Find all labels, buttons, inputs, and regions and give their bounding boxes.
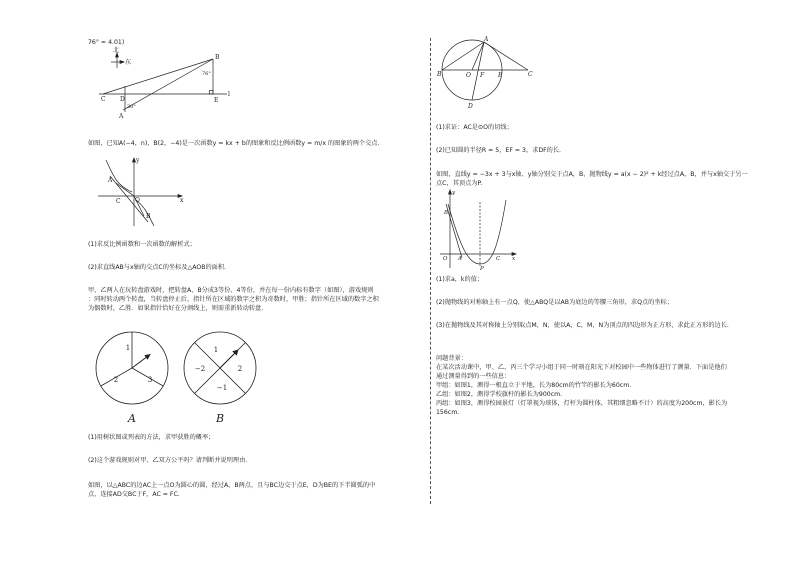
spinner-a-sector-1: 1 <box>125 344 131 352</box>
q5-line6: 156cm. <box>436 409 460 416</box>
q3-line2: 点，连接AD交BC于F，AC = FC. <box>88 491 180 498</box>
fig4-label-x: x <box>512 256 516 262</box>
fig1-point-b: B <box>215 54 220 61</box>
q5-line1: 在某次活动课中，甲、乙、丙三个学习小组于同一时刻在阳光下对校园中一些物体进行了测量．下面是他们 <box>436 364 727 371</box>
fig3-label-a: A <box>484 36 489 43</box>
q1-part1: (1)求反比例函数和一次函数的解析式； <box>88 241 196 248</box>
q4-line2: 点C，其顶点为P. <box>436 180 483 187</box>
q1-part2: (2)求直线AB与x轴的交点C的坐标及△AOB的面积. <box>88 264 227 271</box>
fig1-bearing-diagram <box>95 46 235 122</box>
fig1-angle-30: 30° <box>127 104 136 110</box>
q3-line1: 如图，以△ABC的边AC上一点O为圆心的圆，经过A，B两点，且与BC边交于点E，D为BE的下半圆弧的中 <box>88 482 376 489</box>
spinner-b-caption: B <box>215 412 225 425</box>
spinner-b-sector-top: 1 <box>213 346 219 354</box>
q3-part1: (1)求证：AC是⊙O的切线； <box>436 124 513 131</box>
q5-line4: 乙组：如图2，测得学校旗杆的影长为900cm. <box>436 391 563 398</box>
q5-line2: 通过测量得到的一些信息： <box>436 373 511 380</box>
q2-line3: 为偶数时，乙胜．如果指针恰好在分割线上，则需重新转动转盘. <box>88 305 264 312</box>
q1-intro: 如图，已知A(−4，n)，B(2，−4)是一次函数y = kx + b的图象和反比例函数y = m/x 的图象的两个交点. <box>88 140 380 147</box>
q4-part1: (1)求a，k的值； <box>436 276 484 283</box>
fig4-parabola-graph <box>438 188 520 270</box>
fig4-label-b: B <box>444 210 449 216</box>
fig3-label-e: E <box>498 72 503 79</box>
spinner-a-sector-2: 2 <box>113 376 119 384</box>
q5-line5: 丙组：如图3，测得校园景灯（灯罩视为球体，灯杆为圆柱体，其粗细忽略不计）的高度为200cm，影长为 <box>436 400 728 407</box>
fig2-label-o: O <box>135 197 140 204</box>
spinner-b-sector-bottom: −1 <box>216 384 228 392</box>
q5-title: 问题背景： <box>436 355 467 362</box>
q3-part2: (2)已知圆的半径R = 5，EF = 3，求DF的长. <box>436 147 561 154</box>
spinner-a-caption: A <box>128 412 136 425</box>
fig1-point-c: C <box>101 96 106 103</box>
fig1-note: 76° ≈ 4.01) <box>88 39 125 46</box>
q5-line3: 甲组：如图1，测得一根直立于平地，长为80cm的竹竿的影长为60cm. <box>436 382 632 389</box>
fig2-label-y: y <box>136 157 140 164</box>
fig2-label-c: C <box>116 198 121 205</box>
fig1-point-d: D <box>120 96 125 103</box>
fig4-label-c: C <box>496 256 501 262</box>
fig1-angle-76: 76° <box>202 71 211 77</box>
q2-part1: (1)用树状图或列表的方法，求甲获胜的概率； <box>88 434 215 441</box>
q4-part3: (3)在抛物线及其对称轴上分别取点M，N，使以A，C，M，N为顶点的四边形为正方形，求此正方形的边长. <box>436 322 729 329</box>
fig1-north-label: 北 <box>113 47 120 54</box>
fig1-line-l: l <box>228 91 230 98</box>
q2-line1: 甲、乙两人在玩转盘游戏时，把转盘A、B分成3等份、4等份，并在每一份内标有数字（如图），游戏规则 <box>88 287 374 294</box>
spinner-a <box>94 330 170 428</box>
q2-line2: ：同时转动两个转盘，当转盘停止后，指针所在区域的数字之积为奇数时，甲胜；指针所在区域的数字之积 <box>88 296 379 303</box>
spinner-b <box>182 330 258 428</box>
fig3-label-c: C <box>528 71 533 78</box>
q4-part2: (2)抛物线的对称轴上有一点Q，使△ABQ是以AB为底边的等腰三角形，求Q点的坐标； <box>436 299 673 306</box>
column-divider <box>430 38 431 504</box>
fig2-label-a: A <box>108 177 113 184</box>
fig3-circle-diagram <box>436 38 536 110</box>
fig3-label-d: D <box>468 103 473 110</box>
fig2-label-x: x <box>180 197 184 204</box>
fig4-label-y: y <box>452 190 456 196</box>
q2-part2: (2)这个游戏规则对甲、乙双方公平吗？请判断并说明理由. <box>88 457 248 464</box>
fig4-label-o: O <box>443 256 448 262</box>
fig2-function-graph <box>96 156 186 228</box>
fig1-point-a: A <box>119 113 124 120</box>
q4-line1: 如图，直线y = −3x + 3与x轴、y轴分别交于点A，B，抛物线y = a(x − 2)² + k经过点A，B，并与x轴交于另一 <box>436 171 748 178</box>
fig1-east-label: 东 <box>125 59 132 66</box>
fig1-point-e: E <box>214 97 219 104</box>
fig4-label-a: A <box>458 256 462 262</box>
fig4-label-p: P <box>480 266 484 272</box>
fig3-label-o: O <box>466 72 471 79</box>
spinner-b-sector-right: 2 <box>237 365 243 373</box>
fig3-label-b: B <box>437 71 442 78</box>
spinner-a-sector-3: 3 <box>147 376 153 384</box>
fig2-label-b: B <box>146 213 151 220</box>
fig3-label-f: F <box>480 72 485 79</box>
spinner-b-sector-left: −2 <box>194 365 206 373</box>
